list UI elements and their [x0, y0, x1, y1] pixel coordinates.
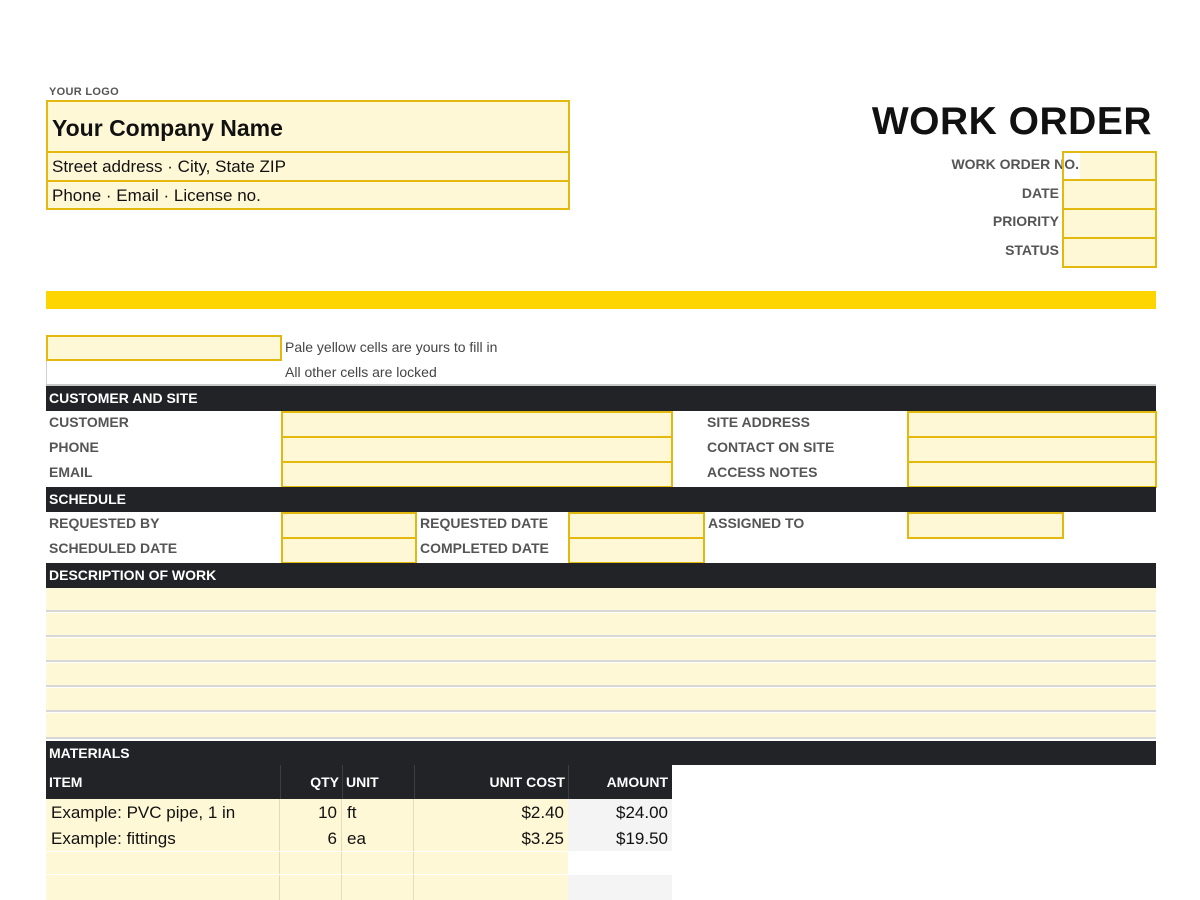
row-4-unit[interactable]	[342, 875, 414, 900]
materials-row-4	[46, 875, 672, 900]
row-2-unit-cost[interactable]: $3.25	[414, 825, 568, 851]
date-field[interactable]	[1062, 179, 1157, 210]
logo-placeholder: YOUR LOGO	[49, 86, 119, 98]
description-line-1[interactable]	[46, 588, 1156, 612]
access-notes-field[interactable]	[907, 461, 1157, 488]
row-4-unit-cost[interactable]	[414, 875, 568, 900]
document-title: WORK ORDER	[871, 100, 1152, 143]
description-line-5[interactable]	[46, 688, 1156, 712]
col-qty-header: QTY	[310, 774, 339, 790]
priority-label: PRIORITY	[992, 213, 1059, 229]
row-2-amount: $19.50	[568, 825, 672, 851]
assigned-to-label: ASSIGNED TO	[708, 515, 805, 531]
site-address-label: SITE ADDRESS	[707, 414, 810, 430]
contact-on-site-label: CONTACT ON SITE	[707, 439, 835, 455]
row-3-item[interactable]	[46, 852, 280, 874]
customer-section-header: CUSTOMER AND SITE	[46, 386, 1156, 411]
company-name-field[interactable]: Your Company Name	[46, 100, 570, 153]
priority-field[interactable]	[1062, 208, 1157, 239]
row-2-qty[interactable]: 6	[280, 825, 342, 851]
row-4-amount	[568, 875, 672, 900]
row-1-item[interactable]: Example: PVC pipe, 1 in	[46, 799, 280, 825]
materials-row-2	[46, 825, 672, 851]
materials-row-1	[46, 799, 672, 825]
col-item-header: ITEM	[49, 774, 83, 790]
company-address-field[interactable]	[46, 151, 570, 182]
company-contact-field[interactable]	[46, 180, 570, 210]
email-field[interactable]	[281, 461, 673, 488]
date-label: DATE	[1021, 185, 1059, 201]
company-address-text: Street address · City, State ZIP	[52, 157, 286, 176]
legend-locked-note: All other cells are locked	[285, 364, 437, 380]
row-3-qty[interactable]	[280, 852, 342, 874]
row-1-qty[interactable]: 10	[280, 799, 342, 825]
customer-label: CUSTOMER	[49, 414, 129, 430]
requested-by-field[interactable]	[281, 512, 417, 539]
requested-date-label: REQUESTED DATE	[420, 515, 549, 531]
materials-column-header	[46, 765, 672, 799]
contact-on-site-field[interactable]	[907, 436, 1157, 463]
col-unit-cost-header: UNIT COST	[489, 774, 565, 790]
completed-date-label: COMPLETED DATE	[420, 540, 549, 556]
company-contact-text: Phone · Email · License no.	[52, 186, 261, 205]
description-line-4[interactable]	[46, 663, 1156, 687]
status-field[interactable]	[1062, 237, 1157, 268]
email-label: EMAIL	[49, 464, 93, 480]
row-1-unit[interactable]: ft	[342, 799, 414, 825]
assigned-to-field[interactable]	[907, 512, 1064, 539]
legend-fill-swatch	[46, 335, 282, 361]
completed-date-field[interactable]	[568, 537, 705, 564]
customer-field[interactable]	[281, 411, 673, 438]
row-2-item[interactable]: Example: fittings	[46, 825, 280, 851]
phone-label: PHONE	[49, 439, 99, 455]
scheduled-date-label: SCHEDULED DATE	[49, 540, 178, 556]
row-4-qty[interactable]	[280, 875, 342, 900]
description-line-2[interactable]	[46, 613, 1156, 637]
row-1-amount: $24.00	[568, 799, 672, 825]
scheduled-date-field[interactable]	[281, 537, 417, 564]
materials-row-3	[46, 852, 672, 874]
work-order-number-field[interactable]	[1062, 151, 1157, 181]
row-3-unit[interactable]	[342, 852, 414, 874]
site-address-field[interactable]	[907, 411, 1157, 438]
legend-fill-note: Pale yellow cells are yours to fill in	[285, 339, 498, 355]
legend-locked-swatch	[46, 361, 282, 386]
accent-divider	[46, 291, 1156, 309]
access-notes-label: ACCESS NOTES	[707, 464, 818, 480]
work-order-number-label: WORK ORDER NO.	[951, 156, 1079, 172]
requested-by-label: REQUESTED BY	[49, 515, 160, 531]
col-amount-header: AMOUNT	[606, 774, 668, 790]
description-line-6[interactable]	[46, 713, 1156, 739]
row-2-unit[interactable]: ea	[342, 825, 414, 851]
row-1-unit-cost[interactable]: $2.40	[414, 799, 568, 825]
row-3-unit-cost[interactable]	[414, 852, 568, 874]
requested-date-field[interactable]	[568, 512, 705, 539]
description-line-3[interactable]	[46, 638, 1156, 662]
col-unit-header: UNIT	[346, 774, 379, 790]
phone-field[interactable]	[281, 436, 673, 463]
materials-section-header: MATERIALS	[46, 741, 1156, 765]
row-3-amount	[568, 852, 672, 874]
row-4-item[interactable]	[46, 875, 280, 900]
status-label: STATUS	[1005, 242, 1059, 258]
description-section-header: DESCRIPTION OF WORK	[46, 563, 1156, 588]
schedule-section-header: SCHEDULE	[46, 487, 1156, 512]
